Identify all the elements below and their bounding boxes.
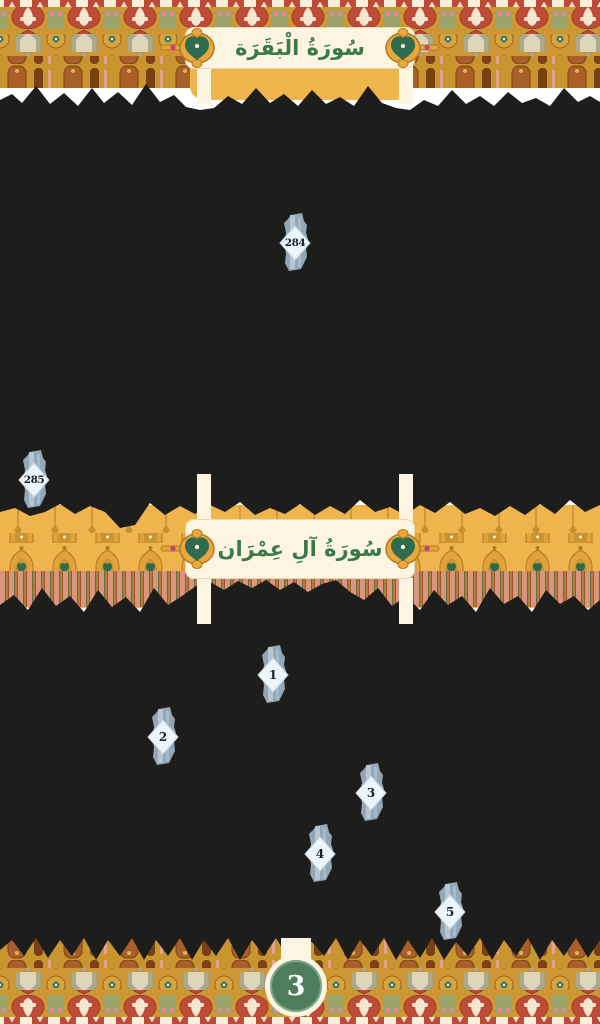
verse-marker-2	[143, 707, 183, 767]
banner-medallion-icon	[159, 526, 223, 572]
verse-number: 5	[445, 905, 455, 919]
page-number-value: 3	[286, 970, 306, 1002]
verse-marker-1	[253, 645, 293, 705]
page-number-circle	[270, 960, 322, 1012]
banner-medallion-icon	[159, 25, 223, 71]
quran-text-block-baqarah	[0, 84, 600, 528]
verse-number: 2	[158, 730, 168, 744]
surah-title-baqarah: سُورَةُ الْبَقَرَة	[235, 35, 365, 60]
page-number	[265, 938, 327, 1018]
verse-marker-3	[351, 763, 391, 823]
surah-header-baqarah	[185, 27, 415, 69]
verse-number: 4	[315, 847, 325, 861]
banner-tail	[399, 474, 413, 524]
banner-medallion-icon	[377, 25, 441, 71]
verse-number: 1	[268, 668, 278, 682]
banner-tail	[197, 578, 211, 624]
verse-marker-285	[14, 450, 54, 510]
surah-title-imran: سُورَةُ آلِ عِمْرَان	[217, 536, 383, 561]
banner-medallion-icon	[377, 526, 441, 572]
surah-header-imran	[185, 519, 415, 579]
banner-tail	[197, 474, 211, 524]
banner-tail	[399, 578, 413, 624]
quran-text-block-imran	[0, 580, 600, 960]
verse-number: 285	[23, 473, 45, 486]
verse-marker-5	[430, 882, 470, 942]
verse-marker-284	[275, 213, 315, 273]
verse-number: 284	[284, 236, 306, 249]
verse-number: 3	[366, 786, 376, 800]
verse-marker-4	[300, 824, 340, 884]
